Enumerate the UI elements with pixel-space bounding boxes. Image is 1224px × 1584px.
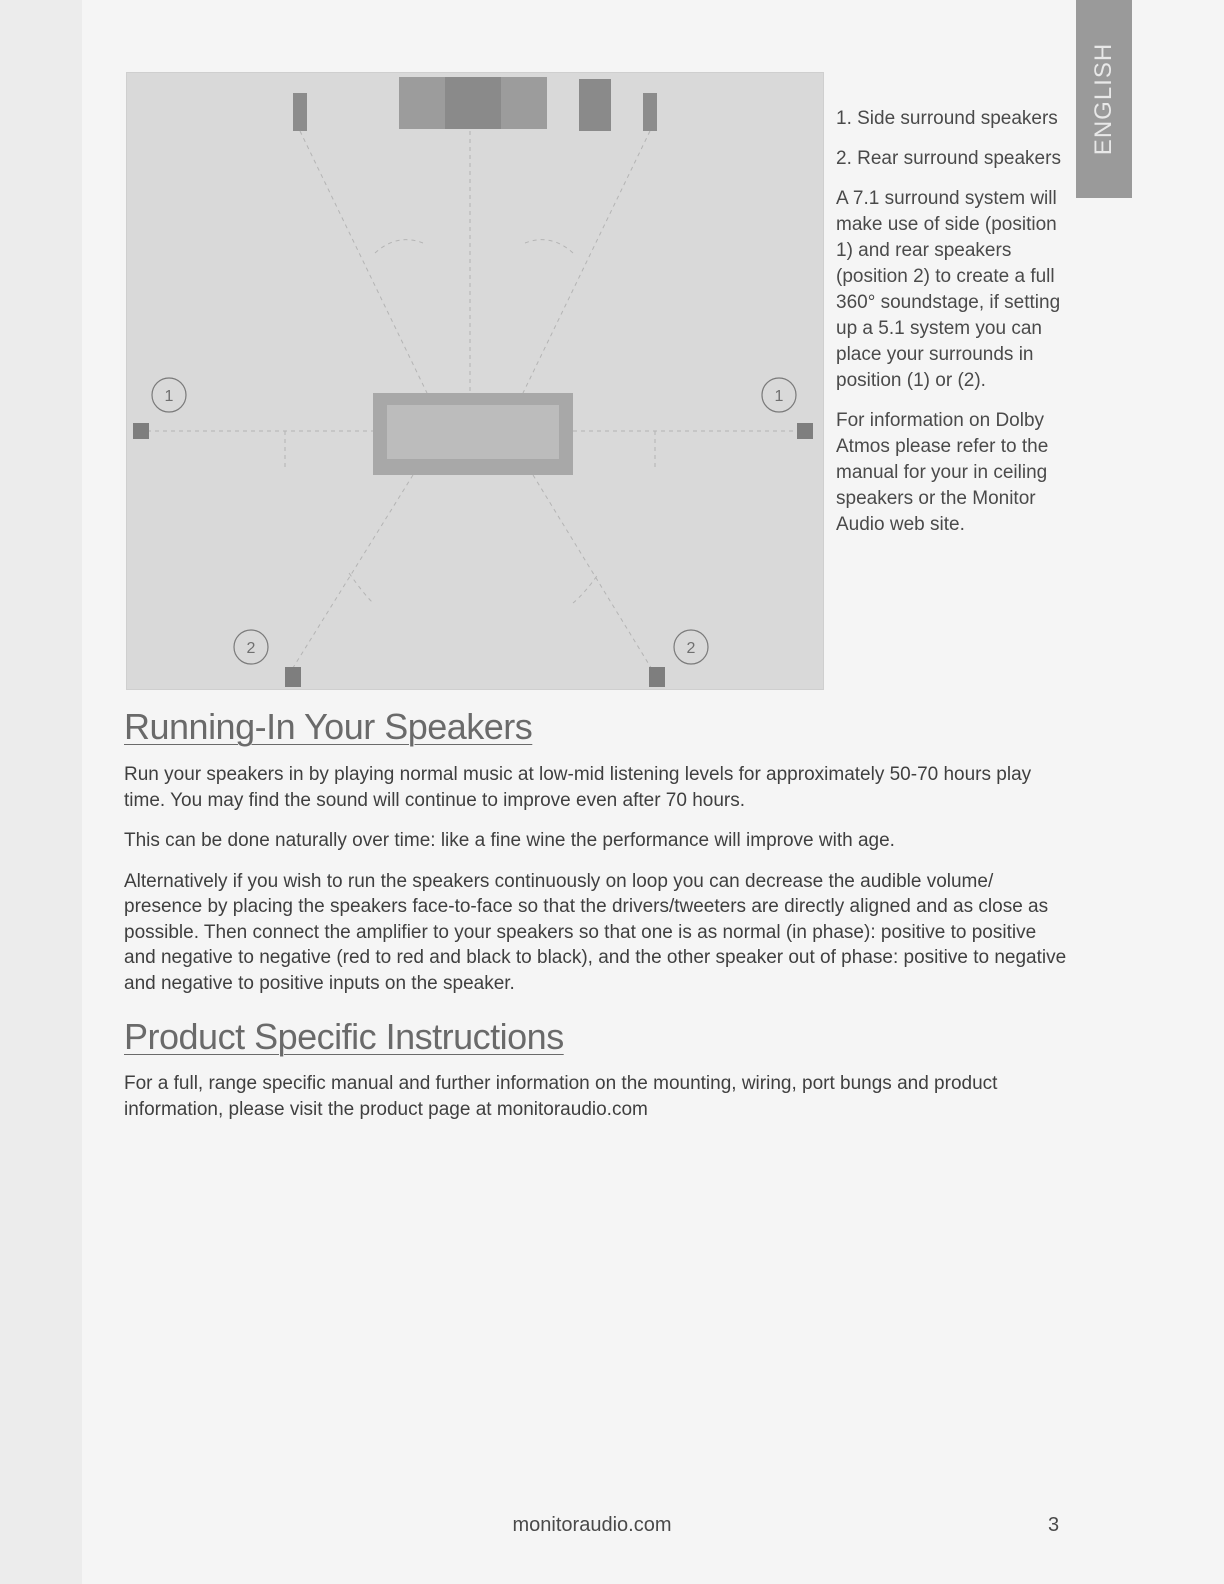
position-marker-rear-right-label: 2 — [686, 640, 696, 657]
running-in-heading: Running-In Your Speakers — [124, 706, 533, 747]
center-speaker-grille — [445, 77, 501, 129]
running-in-paragraph-3: Alternatively if you wish to run the speakers continuously on loop you can decrease the audible volume/ presence by placing the speakers face-to-face so that the drivers/tweeters are directly aligned and as close as possible. Then connect the amplifier to your speakers so that one is as normal (in phase): positive to positive and negative to negative (red to red and black to black), and the other speaker out of phase: positive to negative and negative to positive inputs on the speaker. — [124, 870, 1067, 994]
legend-dolby-atmos-note: For information on Dolby Atmos please refer to the manual for your in ceiling speakers or the Monitor Audio web site. — [836, 410, 1049, 535]
position-marker-side-left — [152, 378, 186, 412]
position-marker-rear-left-label: 2 — [246, 640, 256, 657]
rear-left-speaker — [285, 667, 301, 687]
page-edge-shadow — [0, 0, 82, 1584]
running-in-section — [124, 762, 1069, 1011]
side-right-speaker — [797, 423, 813, 439]
product-specific-paragraph: For a full, range specific manual and further information on the mounting, wiring, port bungs and product information, please visit the product page at monitoraudio.com — [124, 1073, 998, 1120]
legend-surround-description: A 7.1 surround system will make use of side (position 1) and rear speakers (position 2) to create a full 360° soundstage, if setting up a 5.1 system you can place your surrounds in position (1) or (2). — [836, 188, 1061, 391]
legend-item-rear-surround: 2. Rear surround speakers — [836, 148, 1061, 169]
language-tab-label: ENGLISH — [1090, 42, 1117, 156]
rear-right-speaker — [649, 667, 665, 687]
side-left-speaker — [133, 423, 149, 439]
position-marker-rear-left — [234, 630, 268, 664]
product-specific-heading: Product Specific Instructions — [124, 1016, 564, 1057]
running-in-paragraph-1: Run your speakers in by playing normal music at low-mid listening levels for approximately 50-70 hours play time. You may find the sound will continue to improve even after 70 hours. — [124, 764, 1032, 811]
footer-website-url: monitoraudio.com — [512, 1514, 672, 1536]
legend-item-side-surround: 1. Side surround speakers — [836, 108, 1058, 129]
front-right-speaker — [643, 93, 657, 131]
product-specific-section — [124, 1071, 1069, 1137]
listening-sofa-seat — [387, 405, 559, 459]
speaker-placement-diagram — [126, 72, 824, 690]
running-in-paragraph-2: This can be done naturally over time: like a fine wine the performance will improve with age. — [124, 830, 895, 851]
front-left-speaker — [293, 93, 307, 131]
diagram-legend — [836, 106, 1076, 552]
language-tab — [1076, 0, 1132, 198]
subwoofer — [579, 79, 611, 131]
position-marker-side-left-label: 1 — [164, 388, 174, 405]
position-marker-rear-right — [674, 630, 708, 664]
position-marker-side-right — [762, 378, 796, 412]
page-number: 3 — [1048, 1514, 1060, 1536]
position-marker-side-right-label: 1 — [774, 388, 784, 405]
